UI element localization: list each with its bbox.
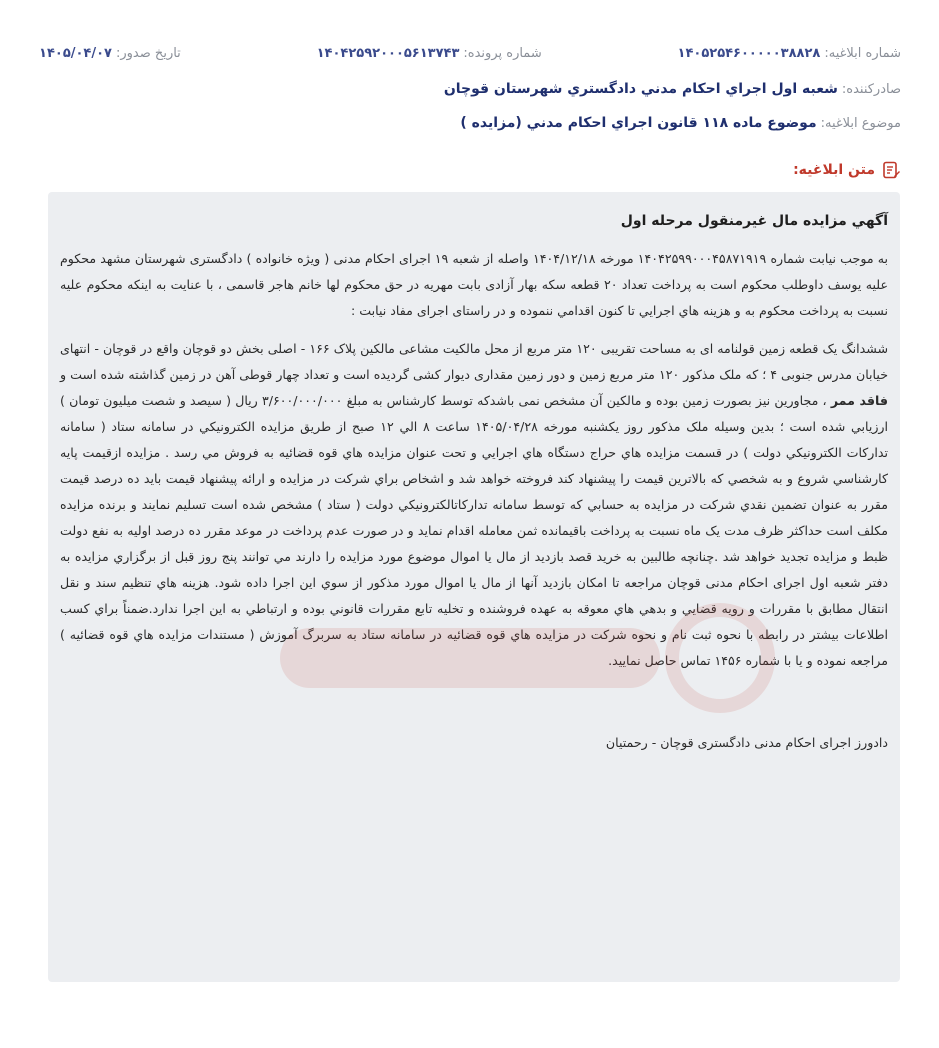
paragraph-2-part2: ، مجاورین نیز بصورت زمین بوده و مالکین آن مشخص نمی باشدکه توسط کارشناس به مبلغ ۳/۶۰۰/۰۰۰/۰۰۰ ریال ( سیصد و شصت میلیون تومان ) ارزيابي شده است ؛ بدين وسيله ملک مذکور روز یکشنبه مورخه ۱۴۰۵/۰۴/۲۸ ساعت ۸ الي ۱۲ صبح از طريق مزايده الکترونيکي در سامانه ستاد ( سامانه تدارکات الکترونيکي دولت ) در قسمت مزايده هاي حراج دستگاه هاي اجرايي و تحت عنوان مزايده هاي قوه قضائيه به فروش مي رسد . مزايده ازقيمت پايه کارشناسي شروع و به شخصي که بالاترين قيمت را پيشنهاد کند فروخته خواهد شد و اشخاص براي شرکت در مزايده و ارائه پيشنهاد قيمت بايد ده درصد قيمت مقرر به عنوان تضمين نقدي شرکت در مزايده به حسابي که توسط سامانه تدارکاتالکترونيکي دولت ( ستاد ) مشخص شده است تسليم نمايند و برنده مزايده مکلف است حداکثر ظرف مدت يک ماه نسبت به پرداخت باقيمانده ثمن معامله اقدام نمايد و در صورت عدم پرداخت در موعد مقرر ده درصد اوليه به نفع دولت ظبط و مزايده تجديد خواهد شد .چنانچه طالبين به خريد قصد بازديد از مال يا اموال موضوع مورد مزايده را دارند مي توانند پنج روز قبل از برگزاري مزايده به دفتر شعبه اول اجرای احکام مدنی قوچان مراجعه تا امکان بازديد آنها از مال يا اموال مورد مذکور از سوي اين اجرا داده شود. هزينه هاي تنظيم سند و نقل انتقال مطابق با مقررات و رويه قضايي و بدهي هاي معوقه به عهده فروشنده و تخليه تابع مقررات قانوني بوده و ارتباطي به اين اجرا ندارد.ضمناً براي کسب اطلاعات بيشتر در رابطه با نحوه ثبت نام و نحوه شرکت در مزايده هاي قوه قضائيه در سامانه ستاد به سربرگ آموزش ( مستندات مزايده هاي قوه قضائيه ) مراجعه نموده و يا با شماره ۱۴۵۶ تماس حاصل نماييد. bbox=[60, 393, 888, 668]
issuer-line bbox=[444, 81, 901, 97]
paragraph-2 bbox=[60, 336, 888, 674]
subject-label: موضوع ابلاغيه: bbox=[820, 115, 901, 131]
notice-text-title: متن ابلاغيه: bbox=[793, 162, 875, 178]
signature: دادورز اجرای احکام مدنی دادگستری قوچان - رحمتيان bbox=[605, 735, 888, 750]
notice-meta-row bbox=[39, 46, 901, 61]
paragraph-2-bold: فاقد ممر bbox=[830, 393, 888, 408]
auction-title: آگهي مزايده مال غيرمنقول مرحله اول bbox=[620, 213, 888, 229]
subject-value: موضوع ماده ۱۱۸ قانون اجراي احکام مدني (مزايده ) bbox=[460, 115, 817, 131]
case-number-value: ۱۴۰۴۲۵۹۲۰۰۰۵۶۱۳۷۴۳ bbox=[316, 46, 460, 61]
issuer-value: شعبه اول اجراي احکام مدني دادگستري شهرستان قوچان bbox=[443, 81, 838, 97]
issuer-label: صادرکننده: bbox=[841, 81, 901, 97]
case-number bbox=[317, 46, 542, 61]
document-edit-icon bbox=[881, 160, 901, 180]
notice-number-value: ۱۴۰۵۲۵۴۶۰۰۰۰۰۳۸۸۲۸ bbox=[677, 46, 821, 61]
subject-line bbox=[460, 115, 901, 131]
notice-number-label: شماره ابلاغيه: bbox=[824, 46, 901, 61]
issue-date-label: تاريخ صدور: bbox=[116, 46, 181, 61]
paragraph-1: به موجب نيابت شماره ۱۴۰۴۲۵۹۹۰۰۰۴۵۸۷۱۹۱۹ مورخه ۱۴۰۴/۱۲/۱۸ واصله از شعبه ۱۹ اجرای احکام مدنی ( ویژه خانواده ) دادگستری شهرستان مشهد محکوم علیه یوسف داوطلب محکوم است به پرداخت تعداد ۲۰ قطعه سکه بهار آزادی بابت مهریه در حق محکوم لها خانم هاجر قاسمی ، با عنایت به اینکه محکوم علیه نسبت به پرداخت محکوم به و هزينه هاي اجرايي تا کنون اقدامي ننموده و در راستای اجرای مفاد نیابت : bbox=[60, 251, 888, 318]
notice-number bbox=[678, 46, 901, 61]
issue-date-value: ۱۴۰۵/۰۴/۰۷ bbox=[39, 46, 112, 61]
issue-date bbox=[39, 46, 181, 61]
case-number-label: شماره پرونده: bbox=[463, 46, 542, 61]
notice-content-panel bbox=[48, 192, 900, 982]
paragraph-2-part1: ششدانگ یک قطعه زمین قولنامه ای به مساحت تقریبی ۱۲۰ متر مربع از محل مالکیت مشاعی مالکین پلاک ۱۶۶ - اصلی بخش دو قوچان واقع در قوچان - انتهای خیابان مدرس جنوبی ۴ ؛ که ملک مذکور ۱۲۰ متر مربع زمین و دور زمین مقداری دیوار کشی گردیده است و تعداد چهار قوطی آهن در زمین گذاشته شده است و bbox=[60, 341, 888, 382]
notice-text-heading bbox=[793, 160, 901, 180]
